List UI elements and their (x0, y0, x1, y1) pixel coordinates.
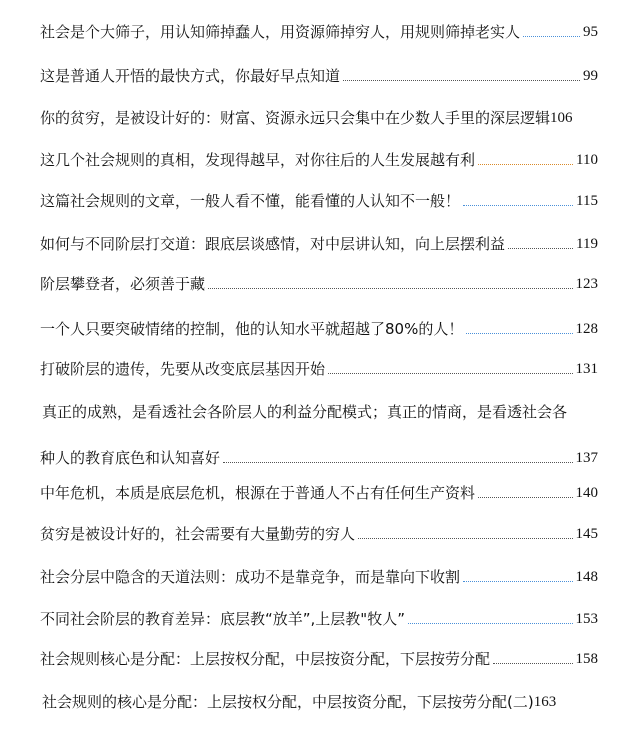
toc-entry-title: 贫穷是被设计好的，社会需要有大量勤劳的穷人 (40, 525, 356, 543)
toc-entry-title: 这篇社会规则的文章，一般人看不懂，能看懂的人认知不一般！ (40, 192, 461, 210)
toc-entry[interactable] (40, 104, 600, 128)
toc-leader-dots (478, 163, 573, 165)
toc-entry-wrapped-line[interactable] (42, 398, 598, 422)
toc-entry-page: 163 (533, 694, 557, 710)
toc-entry[interactable] (40, 187, 598, 211)
toc-leader-dots (328, 372, 572, 374)
toc-leader-dots (408, 622, 573, 624)
toc-entry-page: 99 (583, 68, 598, 84)
toc-entry-title: 社会是个大筛子，用认知筛掉蠢人，用资源筛掉穷人，用规则筛掉老实人 (40, 23, 521, 41)
toc-entry[interactable] (40, 355, 598, 379)
toc-entry-page: 140 (575, 485, 598, 501)
toc-leader-dots (463, 204, 573, 206)
toc-entry-page: 153 (575, 611, 598, 627)
toc-entry-page: 115 (576, 193, 598, 209)
toc-leader-dots (223, 461, 572, 463)
toc-entry-title: 这几个社会规则的真相，发现得越早，对你往后的人生发展越有利 (40, 151, 476, 169)
toc-entry-title: 如何与不同阶层打交道：跟底层谈感情，对中层讲认知，向上层摆利益 (40, 235, 506, 253)
toc-entry-title: 社会规则的核心是分配：上层按权分配，中层按资分配，下层按劳分配(二) (42, 693, 534, 711)
toc-entry[interactable] (40, 605, 598, 629)
toc-entry-title: 阶层攀登者，必须善于藏 (40, 275, 206, 293)
toc-entry-page: 128 (575, 321, 598, 337)
toc-leader-dots (358, 537, 572, 539)
toc-entry-title: 中年危机，本质是底层危机，根源在于普通人不占有任何生产资料 (40, 484, 476, 502)
toc-leader-dots (478, 496, 572, 498)
toc-entry-page: 158 (575, 651, 598, 667)
toc-entry-title: 打破阶层的遗传，先要从改变底层基因开始 (40, 360, 326, 378)
toc-entry-page: 110 (576, 152, 598, 168)
toc-entry-title: 社会规则核心是分配：上层按权分配，中层按资分配，下层按劳分配 (40, 650, 491, 668)
toc-entry-title: 不同社会阶层的教育差异：底层教“放羊”,上层教"牧人” (40, 610, 405, 628)
toc-leader-dots (208, 287, 572, 289)
toc-entry-title: 社会分层中隐含的天道法则：成功不是靠竞争，而是靠向下收割 (40, 568, 461, 586)
toc-entry-page: 123 (575, 276, 598, 292)
toc-entry-page: 106 (550, 110, 573, 126)
toc-entry-page: 131 (575, 361, 598, 377)
toc-entry-title: 一个人只要突破情绪的控制，他的认知水平就超越了80%的人！ (40, 320, 464, 338)
toc-leader-dots (493, 662, 572, 664)
toc-entry-title: 你的贫穷，是被设计好的：财富、资源永远只会集中在少数人手里的深层逻辑 (40, 109, 551, 127)
toc-leader-dots (508, 247, 573, 249)
toc-entry-page: 119 (576, 236, 598, 252)
toc-entry[interactable] (40, 479, 598, 503)
toc-entry[interactable] (40, 62, 598, 86)
toc-entry[interactable] (42, 688, 600, 712)
toc-entry[interactable] (40, 230, 598, 254)
toc-entry-title: 真正的成熟，是看透社会各阶层人的利益分配模式；真正的情商，是看透社会各 (42, 403, 568, 421)
toc-entry-page: 145 (575, 526, 598, 542)
toc-leader-dots (466, 332, 572, 334)
toc-leader-dots (343, 79, 580, 81)
toc-entry[interactable] (40, 18, 598, 42)
toc-entry[interactable] (40, 520, 598, 544)
toc-leader-dots (523, 35, 580, 37)
toc-entry-title: 种人的教育底色和认知喜好 (40, 449, 221, 467)
toc-entry[interactable] (40, 315, 598, 339)
toc-entry[interactable] (40, 645, 598, 669)
toc-entry[interactable] (40, 146, 598, 170)
toc-entry-page: 137 (575, 450, 598, 466)
toc-entry-title: 这是普通人开悟的最快方式，你最好早点知道 (40, 67, 341, 85)
toc-entry[interactable] (40, 270, 598, 294)
toc-leader-dots (463, 580, 572, 582)
toc-entry-page: 95 (583, 24, 598, 40)
toc-entry[interactable] (40, 444, 598, 468)
toc-entry-page: 148 (575, 569, 598, 585)
toc-entry[interactable] (40, 563, 598, 587)
